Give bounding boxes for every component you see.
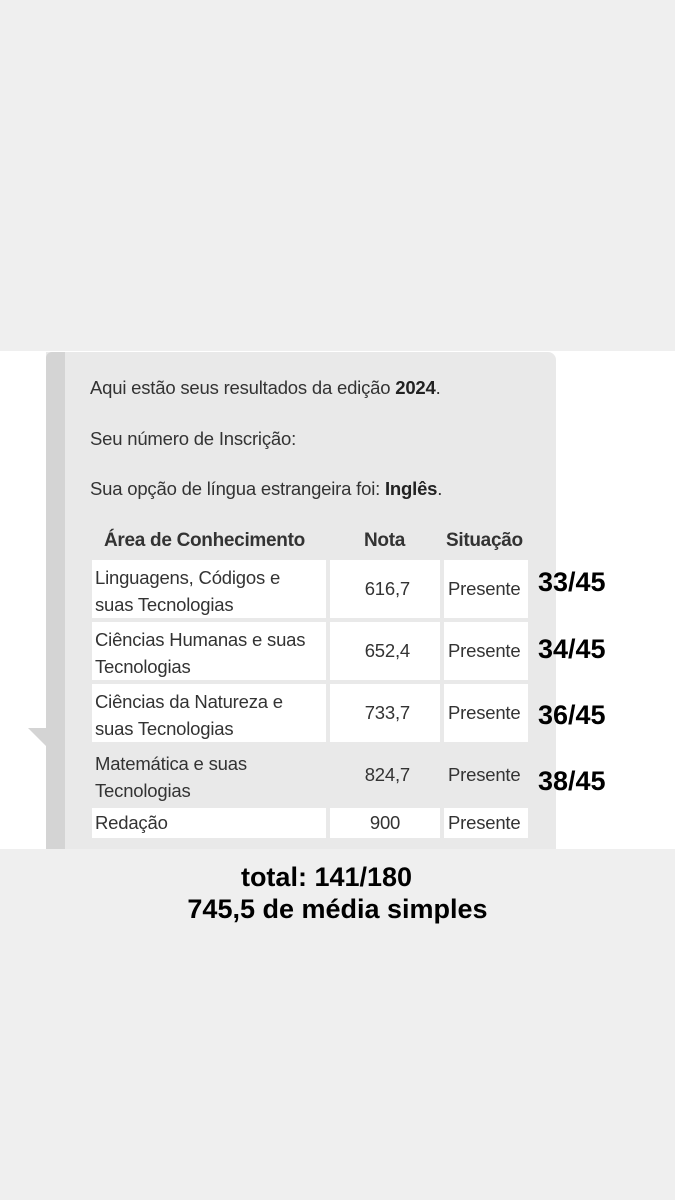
header-area: Área de Conhecimento <box>104 530 305 551</box>
edition-text: Aqui estão seus resultados da edição 2024. <box>90 377 441 398</box>
registration-label: Seu número de Inscrição: <box>90 428 297 449</box>
row-area: Matemática e suas Tecnologias <box>95 753 247 801</box>
row-area: Ciências da Natureza e suas Tecnologias <box>92 684 326 742</box>
score-annotation: 34/45 <box>538 634 606 664</box>
language-value: Inglês <box>384 478 438 499</box>
row-nota: 616,7 <box>330 560 440 618</box>
language-text: Sua opção de língua estrangeira foi: Inglês. <box>90 478 443 499</box>
score-annotation: 33/45 <box>538 567 606 597</box>
row-nota: 824,7 <box>364 764 410 785</box>
total-score: total: 141/180 <box>240 862 413 892</box>
row-situacao: Presente <box>444 560 528 618</box>
row-situacao: Presente <box>444 808 528 838</box>
header-situacao: Situação <box>446 530 523 551</box>
row-nota: 900 <box>330 808 440 838</box>
card-left-bar <box>46 352 65 849</box>
average-score: 745,5 de média simples <box>187 894 488 924</box>
row-nota: 733,7 <box>330 684 440 742</box>
row-situacao: Presente <box>448 764 521 785</box>
card-speech-tail <box>28 728 48 748</box>
row-situacao: Presente <box>444 622 528 680</box>
score-annotation: 38/45 <box>538 766 606 796</box>
row-area: Ciências Humanas e suas Tecnologias <box>92 622 326 680</box>
header-nota: Nota <box>364 530 406 551</box>
row-area: Redação <box>92 808 326 838</box>
score-annotation: 36/45 <box>538 700 606 730</box>
row-area: Linguagens, Códigos e suas Tecnologias <box>92 560 326 618</box>
row-nota: 652,4 <box>330 622 440 680</box>
row-situacao: Presente <box>444 684 528 742</box>
edition-year: 2024 <box>395 377 436 398</box>
